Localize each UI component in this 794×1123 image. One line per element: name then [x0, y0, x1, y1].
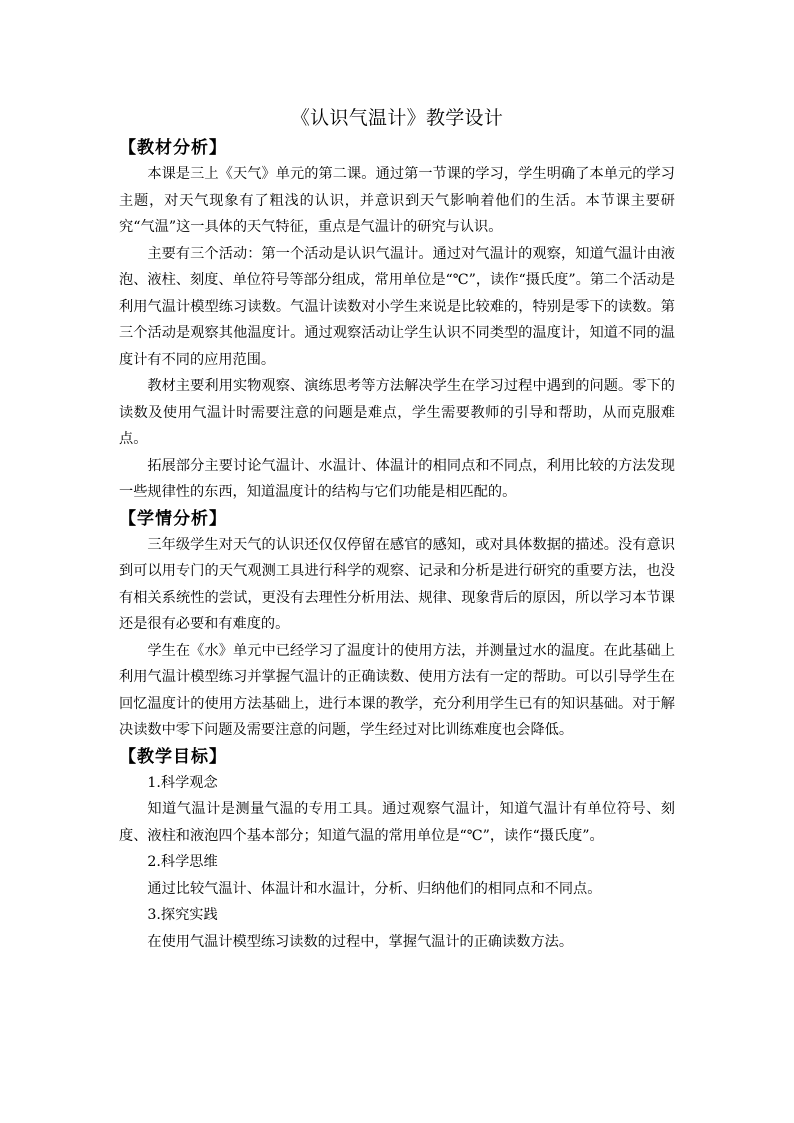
- paragraph: 教材主要利用实物观察、演练思考等方法解决学生在学习过程中遇到的问题。零下的读数及使用气温计时需要注意的问题是难点，学生需要教师的引导和帮助，从而克服难点。: [119, 378, 675, 447]
- paragraph: 主要有三个活动：第一个活动是认识气温计。通过对气温计的观察，知道气温计由液泡、液柱、刻度、单位符号等部分组成，常用单位是“℃”，读作“摄氏度”。第二个活动是利用气温计模型练习读数。气温计读数对小学生来说是比较难的，特别是零下的读数。第三个活动是观察其他温度计。通过观察活动让学生认识不同类型的温度计，知道不同的温度计有不同的应用范围。: [119, 245, 675, 368]
- goal-subheading: 1.科学观念: [147, 774, 218, 791]
- section-teaching-goals: [119, 744, 675, 956]
- section-heading: 【学情分析】: [119, 508, 227, 529]
- paragraph: 拓展部分主要讨论气温计、水温计、体温计的相同点和不同点，利用比较的方法发现一些规律性的东西，知道温度计的结构与它们功能是相匹配的。: [119, 457, 675, 500]
- goal-paragraph: 知道气温计是测量气温的专用工具。通过观察气温计，知道气温计有单位符号、刻度、液柱和液泡四个基本部分；知道气温的常用单位是“℃”，读作“摄氏度”。: [119, 801, 675, 844]
- goal-subheading: 2.科学思维: [147, 854, 218, 870]
- section-heading: 【教学目标】: [119, 746, 227, 767]
- goal-subheading: 3.探究实践: [147, 907, 218, 923]
- section-student-analysis: [119, 506, 675, 744]
- paragraph: 学生在《水》单元中已经学习了温度计的使用方法，并测量过水的温度。在此基础上利用气温计模型练习并掌握气温计的正确读数、使用方法有一定的帮助。可以引导学生在回忆温度计的使用方法基础上，进行本课的教学，充分利用学生已有的知识基础。对于解决读数中零下问题及需要注意的问题，学生经过对比训练难度也会降低。: [119, 642, 675, 738]
- section-textbook-analysis: [119, 135, 675, 506]
- section-heading: 【教材分析】: [119, 138, 227, 158]
- goal-paragraph: 通过比较气温计、体温计和水温计，分析、归纳他们的相同点和不同点。: [147, 880, 602, 897]
- document-title: 《认识气温计》教学设计: [290, 107, 504, 129]
- goal-paragraph: 在使用气温计模型练习读数的过程中，掌握气温计的正确读数方法。: [147, 933, 574, 950]
- paragraph: 三年级学生对天气的认识还仅仅停留在感官的感知，或对具体数据的描述。没有意识到可以用专门的天气观测工具进行科学的观察、记录和分析是进行研究的重要方法，也没有相关系统性的尝试，更没有去理性分析用法、规律、现象背后的原因，所以学习本节课还是很有必要和有难度的。: [119, 536, 675, 632]
- paragraph: 本课是三上《天气》单元的第二课。通过第一节课的学习，学生明确了本单元的学习主题，对天气现象有了粗浅的认识，并意识到天气影响着他们的生活。本节课主要研究“气温”这一具体的天气特征，重点是气温计的研究与认识。: [119, 166, 675, 235]
- document-body: [119, 103, 675, 955]
